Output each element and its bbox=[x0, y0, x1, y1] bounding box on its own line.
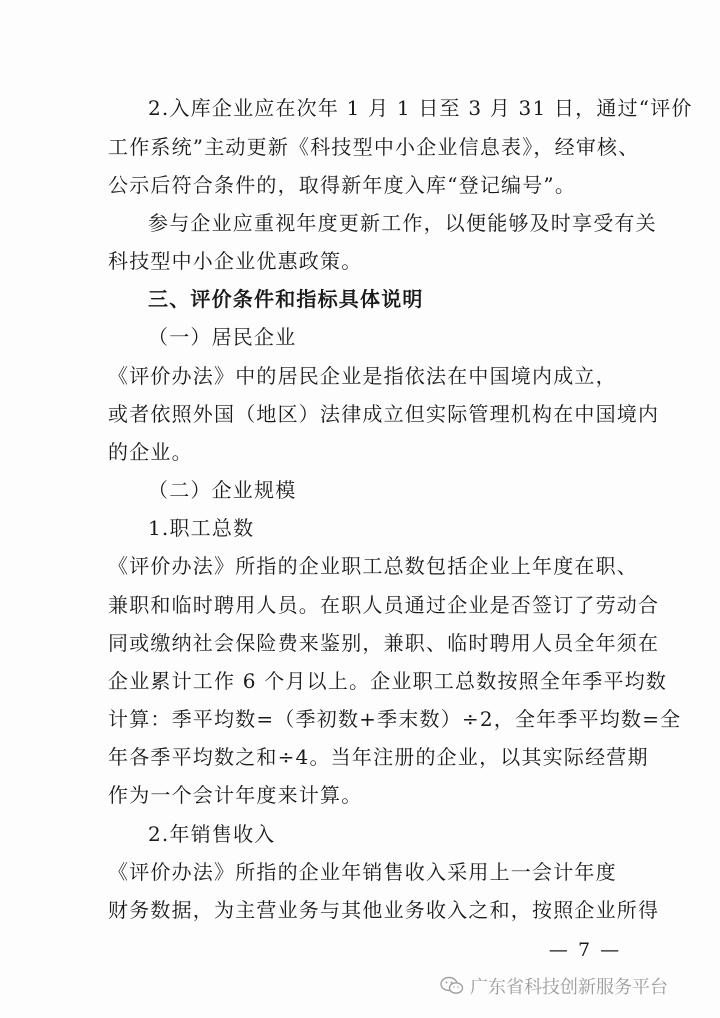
watermark bbox=[440, 972, 712, 1000]
paragraph-line: 兼职和临时聘用人员。在职人员通过企业是否签订了劳动合 bbox=[108, 593, 660, 617]
paragraph-line: 的企业。 bbox=[108, 440, 193, 464]
paragraph-line: 《评价办法》所指的企业年销售收入采用上一会计年度 bbox=[108, 860, 617, 884]
paragraph-line: 2.入库企业应在次年 1 月 1 日至 3 月 31 日，通过“评价 bbox=[148, 96, 693, 120]
wechat-icon bbox=[440, 976, 464, 996]
paragraph-line: 公示后符合条件的，取得新年度入库“登记编号”。 bbox=[108, 173, 577, 197]
paragraph-line: 《评价办法》中的居民企业是指依法在中国境内成立， bbox=[108, 364, 617, 388]
paragraph-line: 或者依照外国（地区）法律成立但实际管理机构在中国境内 bbox=[108, 402, 660, 426]
page-number: — 7 — bbox=[548, 939, 622, 961]
paragraph-line: 年各季平均数之和÷4。当年注册的企业，以其实际经营期 bbox=[108, 745, 649, 769]
subsection-heading: （二）企业规模 bbox=[148, 478, 297, 502]
paragraph-line: 作为一个会计年度来计算。 bbox=[108, 783, 363, 807]
paragraph-line: 同或缴纳社会保险费来鉴别，兼职、临时聘用人员全年须在 bbox=[108, 631, 660, 655]
paragraph-line: 参与企业应重视年度更新工作，以便能够及时享受有关 bbox=[148, 211, 657, 235]
paragraph-line: 企业累计工作 6 个月以上。企业职工总数按照全年季平均数 bbox=[108, 669, 668, 693]
section-heading: 三、评价条件和指标具体说明 bbox=[148, 287, 424, 311]
paragraph-line: 科技型中小企业优惠政策。 bbox=[108, 249, 363, 273]
watermark-text: 广东省科技创新服务平台 bbox=[470, 977, 668, 998]
paragraph-line: 工作系统”主动更新《科技型中小企业信息表》，经审核、 bbox=[108, 135, 640, 159]
item-heading: 1.职工总数 bbox=[148, 516, 255, 540]
item-heading: 2.年销售收入 bbox=[148, 822, 276, 846]
paragraph-line: 计算：季平均数=（季初数+季末数）÷2，全年季平均数=全 bbox=[108, 707, 682, 731]
subsection-heading: （一）居民企业 bbox=[148, 325, 297, 349]
paragraph-line: 财务数据，为主营业务与其他业务收入之和，按照企业所得 bbox=[108, 898, 660, 922]
paragraph-line: 《评价办法》所指的企业职工总数包括企业上年度在职、 bbox=[108, 554, 638, 578]
